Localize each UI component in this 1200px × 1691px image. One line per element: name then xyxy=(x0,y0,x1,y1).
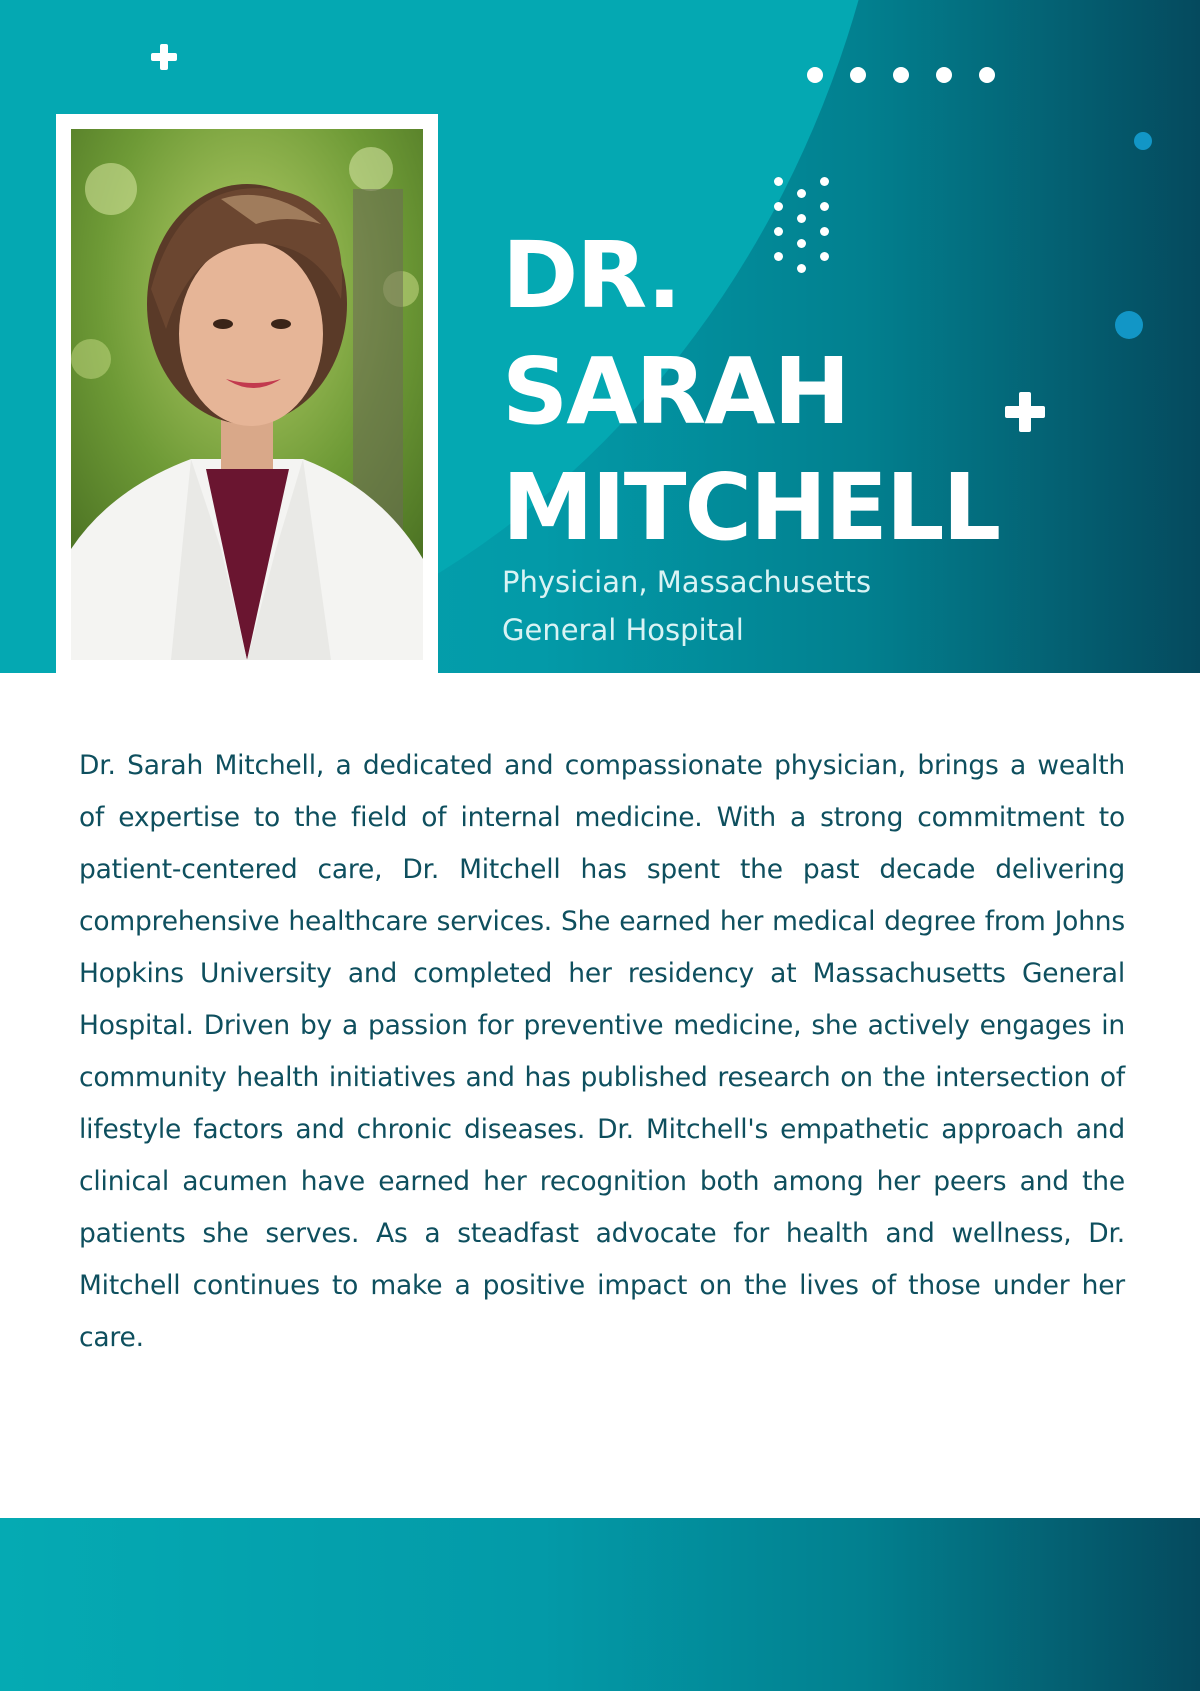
accent-dot xyxy=(1134,132,1152,150)
dot xyxy=(774,202,783,211)
dot xyxy=(797,189,806,198)
dot xyxy=(850,67,866,83)
doctor-name xyxy=(502,218,1062,566)
name-line: MITCHELL xyxy=(502,454,1000,561)
dot xyxy=(936,67,952,83)
dot xyxy=(820,202,829,211)
plus-icon xyxy=(151,44,177,70)
subtitle-line: General Hospital xyxy=(502,613,744,647)
dot xyxy=(774,177,783,186)
header-banner xyxy=(0,0,1200,673)
dot xyxy=(807,67,823,83)
dot xyxy=(820,177,829,186)
name-line: DR. xyxy=(502,222,680,329)
doctor-title xyxy=(502,558,962,654)
profile-photo xyxy=(71,129,423,660)
portrait-illustration xyxy=(71,129,423,660)
subtitle-line: Physician, Massachusetts xyxy=(502,565,872,599)
name-line: SARAH xyxy=(502,338,849,445)
dot xyxy=(979,67,995,83)
dot xyxy=(893,67,909,83)
footer-banner xyxy=(0,1518,1200,1691)
biography-text: Dr. Sarah Mitchell, a dedicated and compassionate physician, brings a wealth of expertise to the field of internal medicine. With a strong commitment to patient-centered care, Dr. Mitchell has spent the past decade delivering comprehensive healthcare services. She earned her medical degree from Johns Hopkins University and completed her residency at Massachusetts General Hospital. Driven by a passion for preventive medicine, she actively engages in community health initiatives and has published research on the intersection of lifestyle factors and chronic diseases. Dr. Mitchell's empathetic approach and clinical acumen have earned her recognition both among her peers and the patients she serves. As a steadfast advocate for health and wellness, Dr. Mitchell continues to make a positive impact on the lives of those under her care. xyxy=(79,750,1125,1353)
accent-dot xyxy=(1115,311,1143,339)
